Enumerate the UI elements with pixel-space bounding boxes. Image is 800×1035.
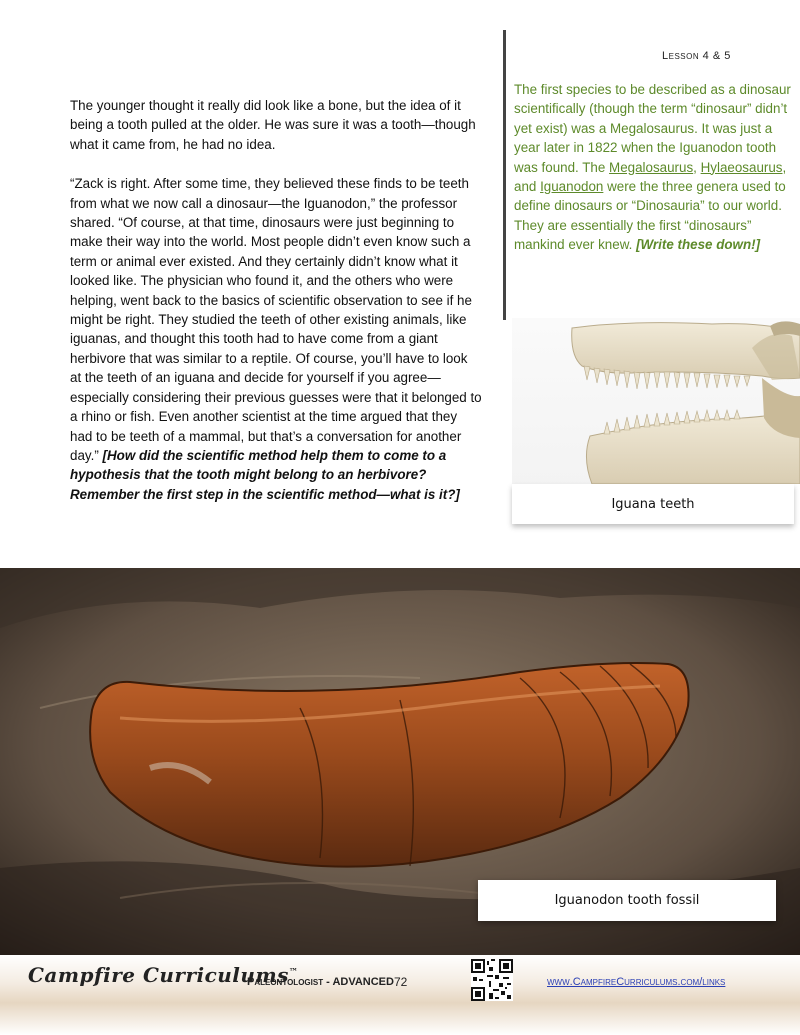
iguana-caption: Iguana teeth xyxy=(512,484,794,524)
sidebar-outro: were the three genera used to define dinosaurs or “Dinosauria” to our world. They are essentially the first “dinosaurs” mankind ever knew. xyxy=(514,179,786,253)
brand-name: Campfire Curriculums xyxy=(28,963,289,987)
column-divider xyxy=(503,30,506,320)
sidebar-intro: The first species to be described as a dinosaur scientifically (though the term “dinosaur” didn’t yet exist) was a Megalosaurus. It was just a year later in 1822 when the Iguanodon tooth was found. The xyxy=(514,82,791,175)
page-number: 72 xyxy=(394,975,408,989)
sidebar-fact-box xyxy=(514,80,792,255)
paragraph-2 xyxy=(70,174,482,504)
qr-code-icon xyxy=(471,959,513,1001)
paragraph-1: The younger thought it really did look like a bone, but the idea of it being a tooth pulled at the older. He was sure it was a tooth—though what it came from, he had no idea. xyxy=(70,98,476,152)
trademark-symbol: ™ xyxy=(288,967,299,978)
page-footer xyxy=(0,955,800,1035)
paragraph-2-text: “Zack is right. After some time, they believed these finds to be teeth from what we now call a dinosaur—the Iguanodon,” the professor shared. “Of course, at that time, dinosaurs were just beginning to make their way into the world. Most people didn’t even know such a term or animal ever existed. And they certainly didn’t know what it looked like. The physician who found it, and the others who were helping, went back to the basics of scientific observation to see if he might be right. They studied the teeth of other existing animals, like iguanas, and thought this tooth had to have come from a giant herbivore that was similar to a reptile. Of course, you’ll have to look at the teeth of an iguana and decide for yourself if you agree—especially considering their previous guesses were that it belonged to a rhino or fish. Even another scientist at the time argued that they had to be teeth of a mammal, but that’s a conversation for another day.” xyxy=(70,176,482,463)
sidebar-sep-1: , xyxy=(693,159,701,175)
lesson-label: Lesson 4 & 5 xyxy=(662,50,731,62)
course-title: Paleontologist - ADVANCED xyxy=(247,976,394,988)
curriculum-links-url[interactable]: www.CampfireCurriculums.com/links xyxy=(547,976,726,988)
main-story xyxy=(70,96,482,524)
iguanodon-link[interactable]: Iguanodon xyxy=(540,179,604,195)
megalosaurus-link[interactable]: Megalosaurus xyxy=(609,159,694,175)
sidebar-sep-2: , and xyxy=(514,159,787,195)
discussion-question: [How did the scientific method help them to come to a hypothesis that the tooth might belong to an herbivore? Remember the first step in the scientific method—what is it?] xyxy=(70,447,460,502)
fossil-caption: Iguanodon tooth fossil xyxy=(478,880,776,921)
sidebar-instruction: [Write these down!] xyxy=(636,237,761,253)
hylaeosaurus-link[interactable]: Hylaeosaurus xyxy=(700,159,783,175)
iguana-skull-image xyxy=(512,318,800,484)
iguana-skull-photo xyxy=(512,318,800,484)
